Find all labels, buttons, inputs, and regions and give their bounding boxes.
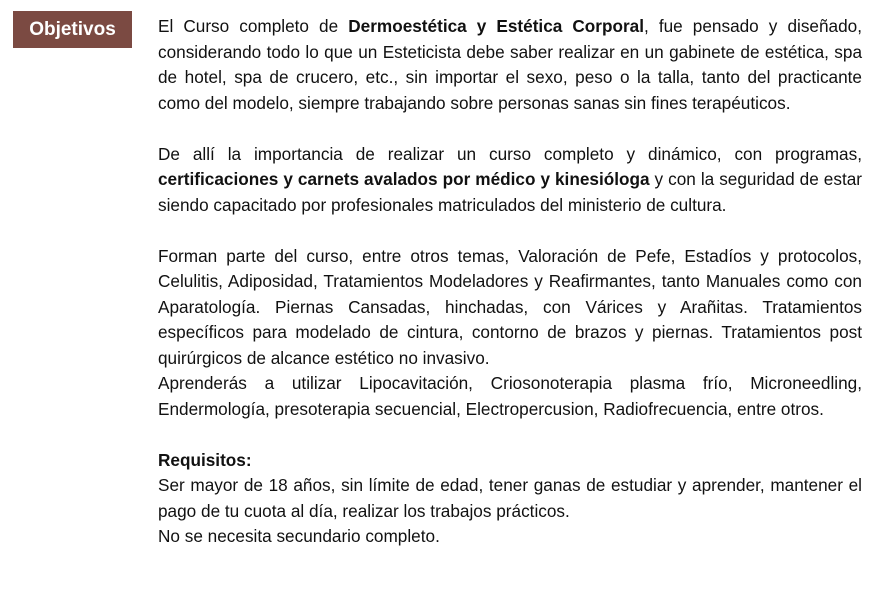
certifications-text: certificaciones y carnets avalados por médico y kinesióloga xyxy=(158,169,650,189)
requirements-line-2: No se necesita secundario completo. xyxy=(158,526,440,546)
paragraph-spacer xyxy=(158,218,862,244)
topics-paragraph: Forman parte del curso, entre otros temas, Valoración de Pefe, Estadíos y protocolos, Celulitis, Adiposidad, Tratamientos Modeladores y Reafirmantes, tanto Manuales como con Aparatología. Piernas Cansadas, hinchadas, con Várices y Arañitas. Tratamientos específicos para modelado de cintura, contorno de brazos y piernas. Tratamientos post quirúrgicos de alcance estético no invasivo. xyxy=(158,245,862,368)
equipment-paragraph: Aprenderás a utilizar Lipocavitación, Criosonoterapia plasma frío, Microneedling, Endermología, presoterapia secuencial, Electropercusion, Radiofrecuencia, entre otros. xyxy=(158,373,862,419)
paragraph-spacer xyxy=(158,422,862,448)
importance-paragraph xyxy=(158,142,862,219)
course-name: Dermoestética y Estética Corporal xyxy=(348,16,644,36)
importance-text-after: y con la seguridad de estar siendo capacitado por profesionales matriculados del ministerio de cultura. xyxy=(158,169,863,215)
objetivos-badge-label: Objetivos xyxy=(29,18,116,40)
objectives-text xyxy=(158,14,862,550)
requirements-line-1: Ser mayor de 18 años, sin límite de edad, tener ganas de estudiar y aprender, mantener el pago de tu cuota al día, realizar los trabajos prácticos. xyxy=(158,475,862,521)
paragraph-spacer xyxy=(158,116,862,142)
intro-text-before: El Curso completo de xyxy=(158,16,349,36)
requirements-heading-text: Requisitos: xyxy=(158,449,252,470)
requirements-heading xyxy=(158,448,862,474)
intro-text-after: , fue pensado y diseñado, considerando todo lo que un Esteticista debe saber realizar en un gabinete de estética, spa de hotel, spa de crucero, etc., sin importar el sexo, peso o la talla, tanto del practicante como del modelo, siempre trabajando sobre personas sanas sin fines terapéuticos. xyxy=(158,16,862,113)
course-intro-paragraph xyxy=(158,14,862,116)
importance-text-before: De allí la importancia de realizar un curso completo y dinámico, con programas, xyxy=(158,143,862,164)
objetivos-badge xyxy=(13,11,132,48)
